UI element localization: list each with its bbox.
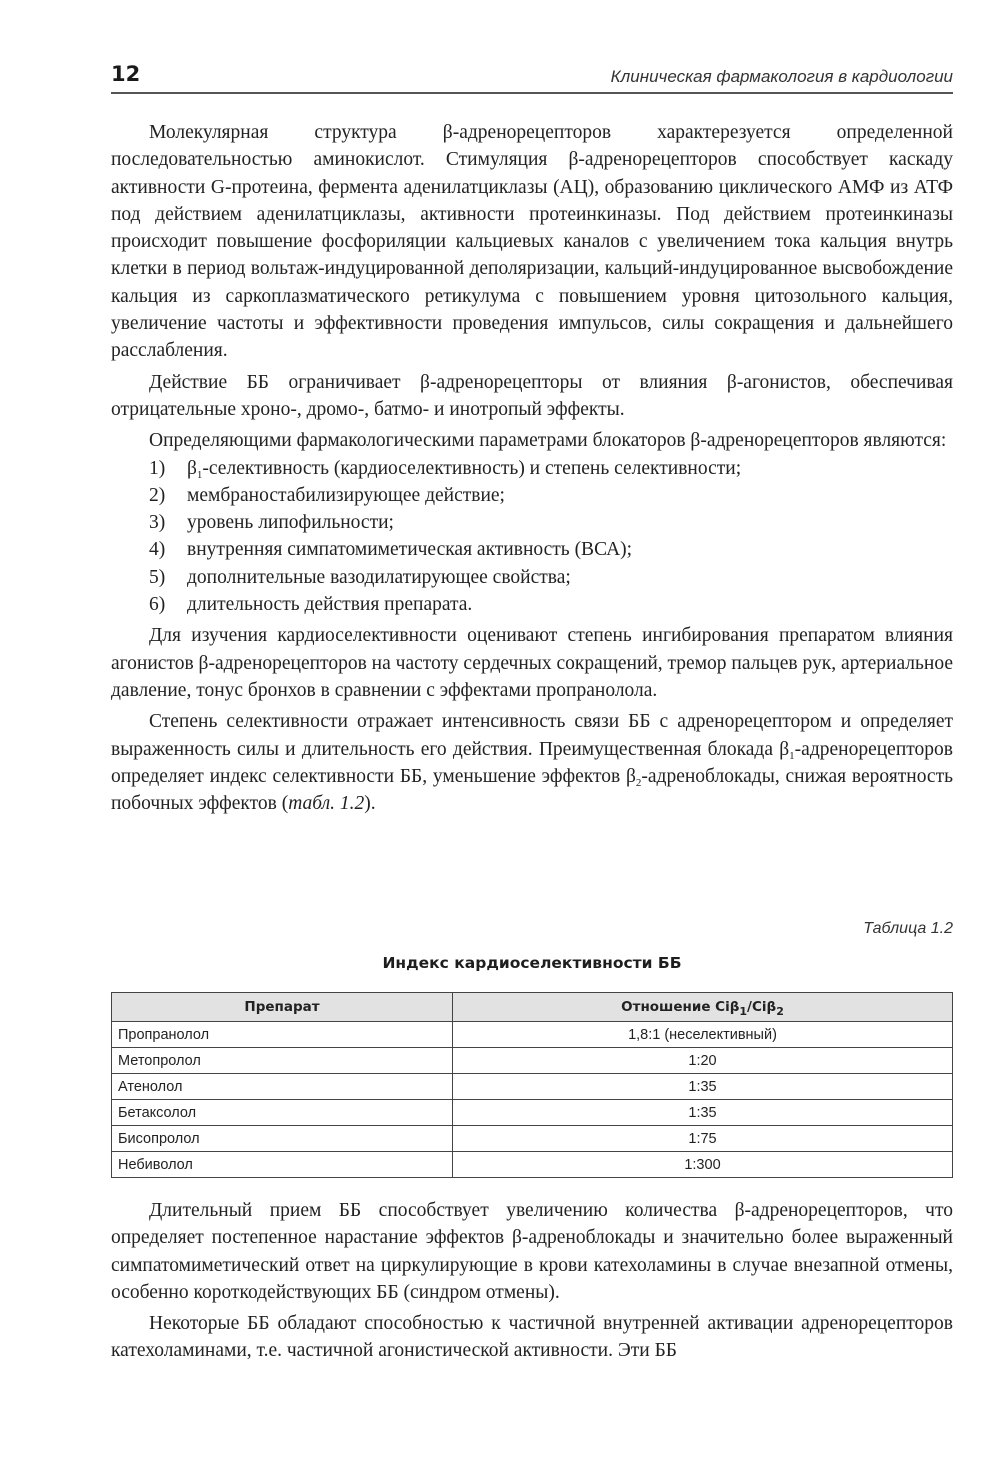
paragraph-cardioselectivity-study: Для изучения кардиоселективности оценивают степень ингибирования препаратом влияния агонистов β-адренорецепторов на частоту сердечных сокращений, тремор пальцев рук, артериальное давление, тонус бронхов в сравнении с эффектами пропранолола. [111, 625, 953, 701]
cell-drug: Бисопролол [112, 1126, 453, 1152]
table-label: Таблица 1.2 [863, 920, 953, 937]
list-item: 5) дополнительные вазодилатирующее свойства; [149, 566, 571, 588]
cell-drug: Атенолол [112, 1074, 453, 1100]
running-title: Клиническая фармакология в кардиологии [610, 67, 953, 86]
column-header-ratio: Отношение Ciβ$_1$/Ciβ$_2$ [453, 993, 953, 1022]
cell-ratio: 1:35 [453, 1100, 953, 1126]
parameters-list [111, 455, 953, 619]
table-title: Индекс кардиоселективности ББ [382, 954, 682, 972]
table-row [112, 1074, 953, 1100]
running-head [111, 62, 953, 94]
cell-drug: Небиволол [112, 1152, 453, 1178]
cell-drug: Бетаксолол [112, 1100, 453, 1126]
list-item: 6) длительность действия препарата. [149, 594, 473, 616]
paragraph-parameters-intro: Определяющими фармакологическими параметрами блокаторов β-адренорецепторов являются: [149, 430, 947, 452]
table-header-row [112, 993, 953, 1022]
main-text-bottom [111, 1197, 953, 1365]
cell-ratio: 1:300 [453, 1152, 953, 1178]
paragraph-long-term-use: Длительный прием ББ способствует увеличению количества β-адренорецепторов, что определяет постепенное нарастание эффектов β-адреноблокады и значительно более выраженный симпатомиметический ответ на циркулирующие в крови катехоламины в случае внезапной отмены, особенно короткодействующих ББ (синдром отмены). [111, 1200, 953, 1303]
table-row [112, 1100, 953, 1126]
paragraph-partial-activation: Некоторые ББ обладают способностью к частичной внутренней активации адренорецепторов катехоламинами, т.е. частичной агонистической активности. Эти ББ [111, 1313, 953, 1362]
table-row [112, 1152, 953, 1178]
table-row [112, 1022, 953, 1048]
paragraph-bb-action: Действие ББ ограничивает β-адренорецепторы от влияния β-агонистов, обеспечивая отрицательные хроно-, дромо-, батмо- и инотропый эффекты. [111, 371, 953, 420]
paragraph-receptor-structure: Молекулярная структура β-адренорецепторов характерезуется определенной последовательностью аминокислот. Стимуляция β-адренорецепторов способствует каскаду активности G-протеина, фермента аденилатциклазы (АЦ), образованию циклического АМФ из АТФ под действием аденилатциклазы, активности протеинкиназы. Под действием протеинкиназы происходит повышение фосфориляции кальциевых каналов с увеличением тока кальция внутрь клетки в период вольтаж-индуцированной деполяризации, кальций-индуцированное высвобождение кальция из саркоплазматического ретикулума с повышением уровня цитозольного кальция, увеличение частоты и эффективности проведения импульсов, силы сокращения и дальнейшего расслабления. [111, 122, 953, 362]
cell-drug: Пропранолол [112, 1022, 453, 1048]
main-text-top [111, 119, 953, 817]
table-reference-link[interactable]: табл. 1.2 [288, 793, 365, 815]
column-header-drug: Препарат [112, 993, 453, 1022]
page-number: 12 [111, 62, 141, 86]
cell-ratio: 1:20 [453, 1048, 953, 1074]
table-row [112, 1126, 953, 1152]
list-item: 2) мембраностабилизирующее действие; [149, 484, 505, 506]
list-item: 3) уровень липофильности; [149, 512, 394, 534]
cardioselectivity-table [111, 992, 953, 1178]
cell-ratio: 1:35 [453, 1074, 953, 1100]
list-item: 1) $\beta_1$-селективность (кардиоселективность) и степень селективности; [149, 457, 742, 481]
paragraph-selectivity-degree: Степень селективности отражает интенсивность связи ББ с адренорецептором и определяет выраженность силы и длительность его действия. Преимущественная блокада $\beta_1$-адренорецепторов определяет индекс селективности ББ, уменьшение эффектов $\beta_2$-адреноблокады, снижая вероятность побочных эффектов (табл. 1.2). [111, 711, 953, 815]
list-item: 4) внутренняя симпатомиметическая активность (ВСА); [149, 539, 633, 561]
cell-drug: Метопролол [112, 1048, 453, 1074]
cell-ratio: 1:75 [453, 1126, 953, 1152]
table-row [112, 1048, 953, 1074]
cell-ratio: 1,8:1 (неселективный) [453, 1022, 953, 1048]
